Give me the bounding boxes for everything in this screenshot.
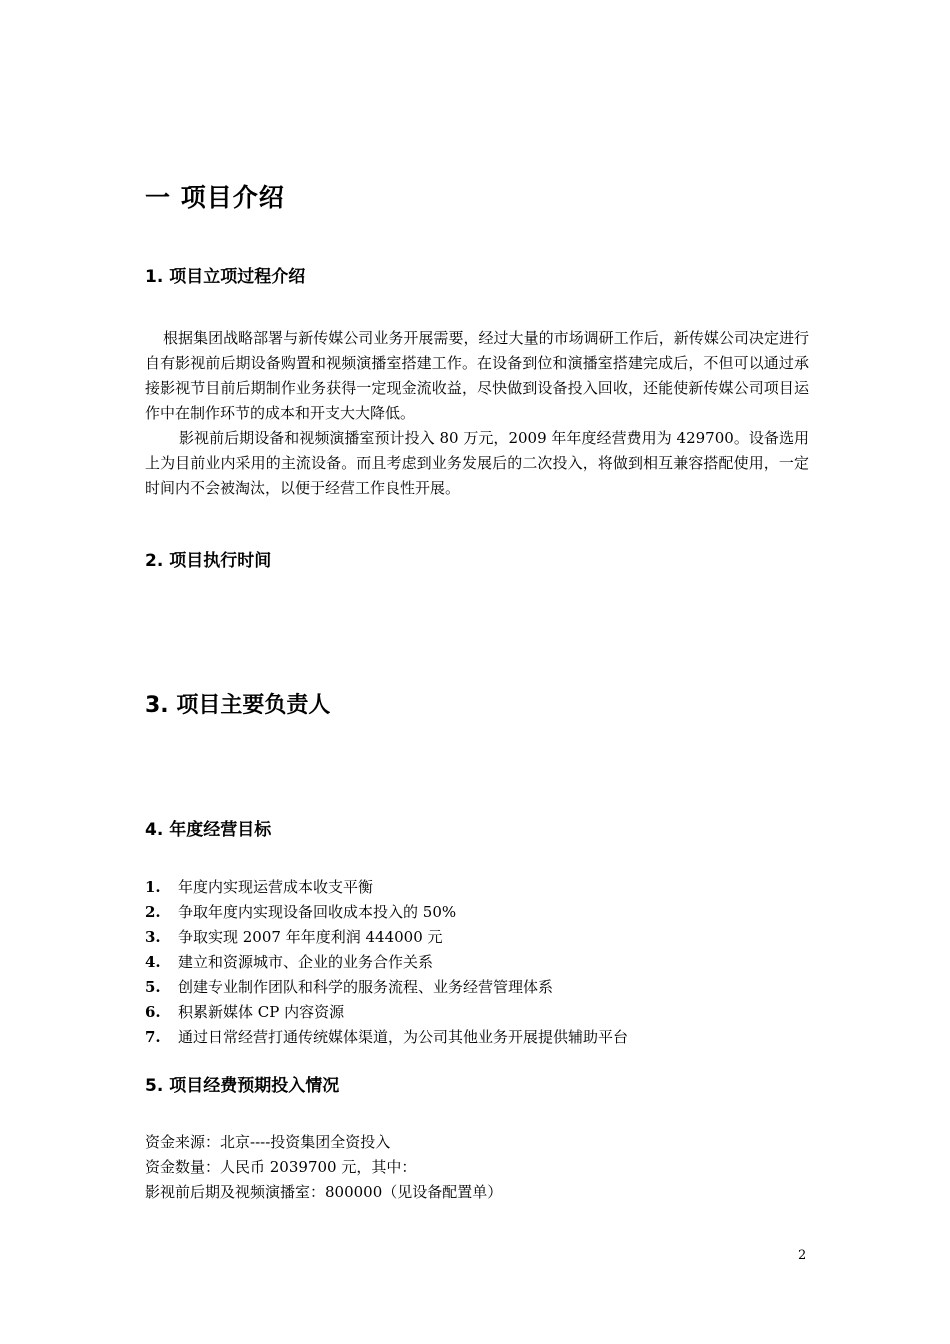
list-item [145,875,628,900]
page-number: 2 [798,1248,807,1263]
list-number: 6. [145,1003,161,1021]
list-number: 4. [145,953,161,971]
list-number: 5. [145,978,161,996]
section-2-title: 2. 项目执行时间 [145,551,272,571]
funding-studio-allocation: 影视前后期及视频演播室：800000（见设备配置单） [145,1183,503,1201]
section-3-title: 3. 项目主要负责人 [145,693,331,718]
list-number: 1. [145,878,161,896]
list-number: 7. [145,1028,161,1046]
section-1-paragraph-1: 根据集团战略部署与新传媒公司业务开展需要，经过大量的市场调研工作后，新传媒公司决定进行自有影视前后期设备购置和视频演播室搭建工作。在设备到位和演播室搭建完成后，不但可以通过承接影视节目前后期制作业务获得一定现金流收益，尽快做到设备投入回收，还能使新传媒公司项目运作中在制作环节的成本和开支大大降低。 [145,329,809,422]
section-1-paragraph-2: 影视前后期设备和视频演播室预计投入 80 万元，2009 年年度经营费用为 429700。设备选用上为目前业内采用的主流设备。而且考虑到业务发展后的二次投入，将做到相互兼容搭配使用，一定时间内不会被淘汰，以便于经营工作良性开展。 [145,429,809,497]
list-text: 积累新媒体 CP 内容资源 [178,1003,345,1021]
goals-list [145,875,628,1050]
list-number: 3. [145,928,161,946]
list-item [145,1000,628,1025]
funding-details [145,1130,502,1205]
chapter-heading: 一 项目介绍 [145,183,285,212]
list-item [145,975,628,1000]
list-item [145,950,628,975]
list-item [145,1025,628,1050]
section-1-title: 1. 项目立项过程介绍 [145,267,306,287]
list-text: 建立和资源城市、企业的业务合作关系 [178,953,434,971]
list-text: 通过日常经营打通传统媒体渠道，为公司其他业务开展提供辅助平台 [178,1028,629,1046]
list-item [145,925,628,950]
list-number: 2. [145,903,161,921]
list-text: 年度内实现运营成本收支平衡 [178,878,374,896]
funding-amount: 资金数量：人民币 2039700 元，其中： [145,1158,417,1176]
list-text: 争取年度内实现设备回收成本投入的 50% [178,903,457,921]
list-text: 争取实现 2007 年年度利润 444000 元 [178,928,443,946]
section-4-title: 4. 年度经营目标 [145,820,272,840]
section-5-title: 5. 项目经费预期投入情况 [145,1076,340,1096]
funding-source: 资金来源：北京----投资集团全资投入 [145,1133,391,1151]
list-item [145,900,628,925]
list-text: 创建专业制作团队和科学的服务流程、业务经营管理体系 [178,978,554,996]
